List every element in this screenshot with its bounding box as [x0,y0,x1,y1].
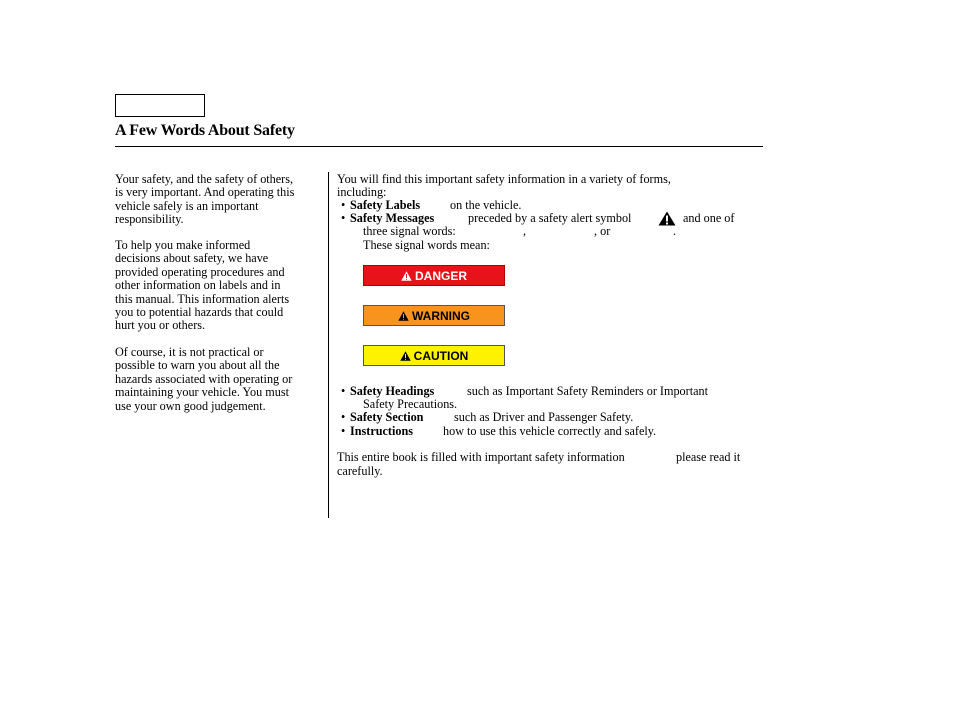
text-line: To help you make informed [115,238,251,252]
warning-label-text: WARNING [412,308,470,323]
signal-words-period: . [673,224,677,238]
safety-alert-icon [398,311,409,321]
safety-section-text: such as Driver and Passenger Safety. [454,410,634,424]
caution-label [363,345,505,366]
text-line: is very important. And operating this [115,185,295,200]
instructions-term: Instructions [350,424,413,438]
text-line: responsibility. [115,212,184,227]
closing-text: This entire book is filled with important safety information [337,450,625,464]
text-line: vehicle safely is an important [115,198,259,213]
safety-alert-icon [401,271,412,281]
safety-labels-text: on the vehicle. [450,198,522,212]
instructions-text: how to use this vehicle correctly and safely. [443,424,657,438]
bullet: • [341,211,346,225]
text-line: You will find this important safety information in a variety of forms, [337,172,671,186]
text-line: including: [337,185,387,200]
text-line: this manual. This information alerts [115,291,290,306]
intro-paragraph [337,173,671,200]
safety-headings-term: Safety Headings [350,384,435,398]
danger-label-text: DANGER [414,268,467,283]
safety-alert-icon [400,351,411,361]
safety-headings-text: such as Important Safety Reminders or Important [467,384,708,398]
text-line: you to potential hazards that could [115,305,284,320]
text-line: Of course, it is not practical or [115,345,264,359]
text-line: hurt you or others. [115,318,206,333]
left-paragraph-2 [115,239,289,333]
text-line: provided operating procedures and [115,264,285,279]
safety-section-term: Safety Section [350,410,424,424]
bullet: • [341,198,346,212]
signal-words-or: , or [594,224,611,238]
text-line: other information on labels and in [115,278,281,293]
nav-box[interactable] [115,94,205,117]
text-line: hazards associated with operating or [115,371,293,386]
warning-label [363,305,505,326]
bullet: • [341,410,346,424]
closing-text-2: please read it [676,450,741,464]
bullet: • [341,384,346,398]
text-line: possible to warn you about all the [115,358,280,373]
left-paragraph-3 [115,346,292,413]
safety-messages-text: preceded by a safety alert symbol [468,211,632,225]
text-line: Your safety, and the safety of others, [115,172,294,186]
left-paragraph-1 [115,173,294,227]
column-divider [328,172,329,518]
safety-messages-term: Safety Messages [350,211,435,225]
safety-messages-text-2: and one of [683,211,735,225]
closing-text-3: carefully. [337,464,383,478]
page-title: A Few Words About Safety [115,122,295,139]
signal-words-line: three signal words: [363,224,456,238]
bullet: • [341,424,346,438]
text-line: use your own good judgement. [115,398,266,413]
safety-headings-text-2: Safety Precautions. [363,397,458,411]
signal-words-mean: These signal words mean: [363,238,490,252]
text-line: maintaining your vehicle. You must [115,385,289,400]
safety-labels-term: Safety Labels [350,198,421,212]
danger-label [363,265,505,286]
caution-label-text: CAUTION [413,348,469,363]
title-rule [115,146,763,147]
signal-words-comma: , [523,224,527,238]
text-line: decisions about safety, we have [115,251,269,266]
